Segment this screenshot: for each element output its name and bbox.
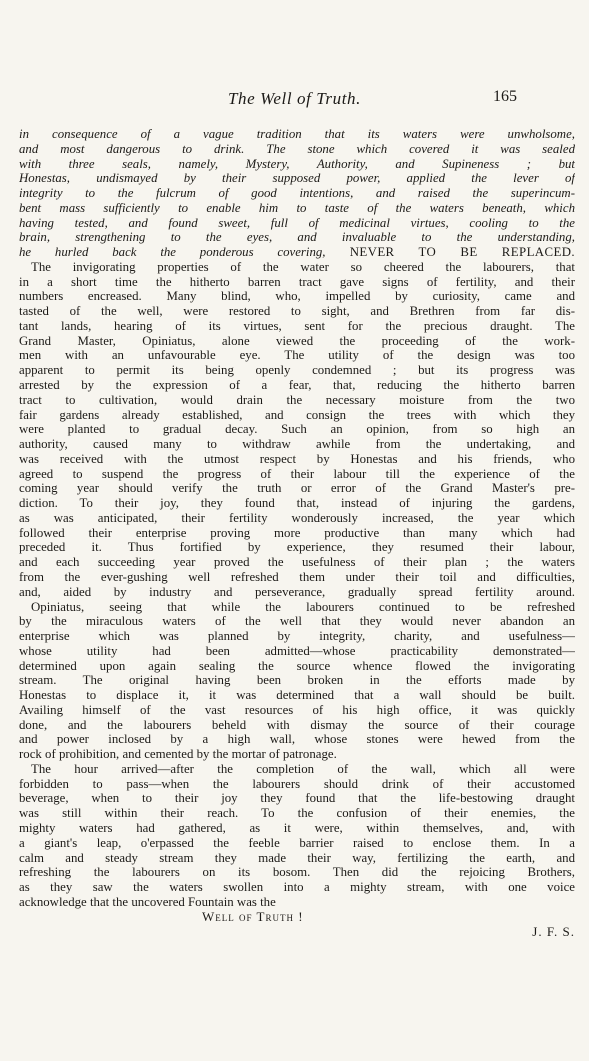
line-text: tant lands, hearing of its virtues, sent for the precious draught. The: [19, 318, 575, 333]
line-text: apparent to permit its being openly condemned ; but its progress was: [19, 363, 575, 378]
text-line: [19, 659, 575, 674]
line-text: fair gardens already established, and consign the trees with which they: [19, 407, 575, 422]
text-line: [19, 157, 575, 172]
text-line: [19, 334, 575, 349]
line-text: tasted of the well, were restored to sight, and Brethren from far dis-: [19, 304, 575, 319]
line-text: he hurled back the ponderous covering,: [19, 245, 326, 260]
line-text: arrested by the expression of a fear, that, reducing the hitherto barren: [19, 378, 575, 393]
text-line: [19, 688, 575, 703]
text-line: [19, 851, 575, 866]
text-line: [19, 260, 575, 275]
line-text: beverage, when to their joy they found that the life-bestowing draught: [19, 791, 575, 806]
line-text: having tested, and found sweet, full of medicinal virtues, cooling to the: [19, 215, 575, 230]
article-body: [19, 127, 575, 941]
text-line: [19, 171, 575, 186]
line-text: tract to cultivation, would drain the necessary moisture from the two: [19, 392, 575, 407]
line-text: coming year should verify the truth or error of the Grand Master's pre-: [19, 481, 575, 496]
line-text: rock of prohibition, and cemented by the mortar of patronage.: [19, 747, 337, 762]
text-line: [19, 378, 575, 393]
text-line: [19, 275, 575, 290]
line-text: was received with the utmost respect by Honestas and his friends, who: [19, 451, 575, 466]
text-line: [19, 496, 575, 511]
line-text: The hour arrived—after the completion of the wall, which all were: [31, 761, 575, 776]
text-line: [19, 127, 575, 142]
line-text: agreed to suspend the progress of their labour till the experience of the: [19, 466, 575, 481]
line-text: and most dangerous to drink. The stone which covered it was sealed: [19, 141, 575, 156]
article-closing: [19, 910, 575, 941]
line-text: and each succeeding year proved the usefulness of their plan ; the waters: [19, 555, 575, 570]
text-line: [19, 673, 575, 688]
text-line: [19, 762, 575, 777]
line-text: Grand Master, Opiniatus, alone viewed the proceeding of the work-: [19, 333, 575, 348]
text-line: [19, 585, 575, 600]
text-line: [19, 570, 575, 585]
text-line: [19, 821, 575, 836]
line-text: men with an unfavourable eye. The utility of the design was too: [19, 348, 575, 363]
text-line: [19, 703, 575, 718]
line-text: Opiniatus, seeing that while the labourers continued to be refreshed: [31, 599, 575, 614]
line-text: as they saw the waters swollen into a mighty stream, with one voice: [19, 880, 575, 895]
text-line: [19, 526, 575, 541]
line-text: done, and the labourers beheld with dismay the source of their courage: [19, 717, 575, 732]
text-line: [19, 422, 575, 437]
line-text: diction. To their joy, they found that, instead of injuring the gardens,: [19, 496, 575, 511]
text-line: [19, 732, 575, 747]
text-line: [19, 289, 575, 304]
line-text: followed their enterprise proving more productive than many which had: [19, 525, 575, 540]
text-line: [19, 481, 575, 496]
line-text: Availing himself of the vast resources of his high office, it was quickly: [19, 702, 575, 717]
closing-phrase: Well of Truth !: [202, 908, 304, 924]
line-text: enterprise which was planned by integrity, charity, and usefulness—: [19, 629, 575, 644]
text-line: [19, 614, 575, 629]
line-text: and, aided by industry and perseverance, gradually spread fertility around.: [19, 584, 575, 599]
text-line: [19, 865, 575, 880]
text-line: [19, 230, 575, 245]
line-text: Honestas, undismayed by their supposed power, applied the lever of: [19, 171, 575, 186]
text-line: [19, 319, 575, 334]
line-text: stream. The original having been broken in the efforts made by: [19, 673, 575, 688]
line-text: and power inclosed by a high wall, whose stones were hewed from the: [19, 732, 575, 747]
line-text: were planted to gradual decay. Such an opinion, from so high an: [19, 422, 575, 437]
line-text: refreshing the labourers on its bosom. Then did the rejoicing Brothers,: [19, 865, 575, 880]
text-line: [19, 142, 575, 157]
line-text: a giant's leap, o'erpassed the feeble barrier raised to enclose them. In a: [19, 835, 575, 850]
line-text: mighty waters had gathered, as it were, within themselves, and, with: [19, 820, 575, 835]
text-line: [19, 304, 575, 319]
running-head: [0, 86, 589, 112]
line-text: whose utility had been admitted—whose practicability demonstrated—: [19, 643, 575, 658]
text-line: [19, 348, 575, 363]
text-line: [19, 408, 575, 423]
line-text: integrity to the fulcrum of good intentions, and raised the superincum-: [19, 186, 575, 201]
text-line: [19, 363, 575, 378]
text-line: [19, 437, 575, 452]
text-line: [19, 540, 575, 555]
line-text: as was anticipated, their fertility wonderously increased, the year which: [19, 510, 575, 525]
line-text: The invigorating properties of the water so cheered the labourers, that: [31, 259, 575, 274]
line-text: numbers encreased. Many blind, who, impelled by curiosity, came and: [19, 289, 575, 304]
text-line: [19, 452, 575, 467]
text-line: [19, 895, 575, 910]
text-line: [19, 791, 575, 806]
line-text: forbidden to pass—when the labourers should drink of their accustomed: [19, 776, 575, 791]
line-text: in consequence of a vague tradition that its waters were unwholsome,: [19, 127, 575, 141]
text-line: [19, 245, 575, 260]
line-text: from the ever-gushing well refreshed them under their toil and difficulties,: [19, 569, 575, 584]
text-line: [19, 644, 575, 659]
text-line: [19, 201, 575, 216]
line-text: with three seals, namely, Mystery, Authority, and Supineness ; but: [19, 156, 575, 171]
line-text: determined upon again sealing the source whence flowed the invigorating: [19, 658, 575, 673]
line-text: was still within their reach. To the confusion of their enemies, the: [19, 806, 575, 821]
text-line: [19, 467, 575, 482]
text-line: [19, 511, 575, 526]
text-line: [19, 216, 575, 231]
text-line: [19, 186, 575, 201]
line-text: acknowledge that the uncovered Fountain was the: [19, 894, 276, 909]
line-text: preceded it. Thus fortified by experience, they resumed their labour,: [19, 540, 575, 555]
text-line: [19, 880, 575, 895]
text-line: [19, 600, 575, 615]
author-signature: J. F. S.: [532, 923, 575, 939]
text-line: [19, 777, 575, 792]
text-line: [19, 806, 575, 821]
running-title: The Well of Truth.: [228, 89, 361, 108]
text-line: [19, 836, 575, 851]
line-emphasis: NEVER TO BE REPLACED.: [325, 245, 575, 260]
text-line: [19, 747, 575, 762]
text-line: [19, 555, 575, 570]
line-text: bent mass sufficiently to enable him to taste of the waters beneath, which: [19, 200, 575, 215]
line-text: authority, caused many to withdraw awhile from the undertaking, and: [19, 437, 575, 452]
text-line: [19, 718, 575, 733]
text-line: [19, 629, 575, 644]
page-number: 165: [493, 88, 517, 105]
line-text: calm and steady stream they made their way, fertilizing the earth, and: [19, 850, 575, 865]
line-text: by the miraculous waters of the well that they would never abandon an: [19, 614, 575, 629]
line-text: in a short time the hitherto barren tract gave signs of fertility, and their: [19, 274, 575, 289]
text-line: [19, 393, 575, 408]
text-lines: [19, 127, 575, 910]
line-text: brain, strengthening to the eyes, and invaluable to the understanding,: [19, 230, 575, 245]
line-text: Honestas to displace it, it was determined that a wall should be built.: [19, 688, 575, 703]
